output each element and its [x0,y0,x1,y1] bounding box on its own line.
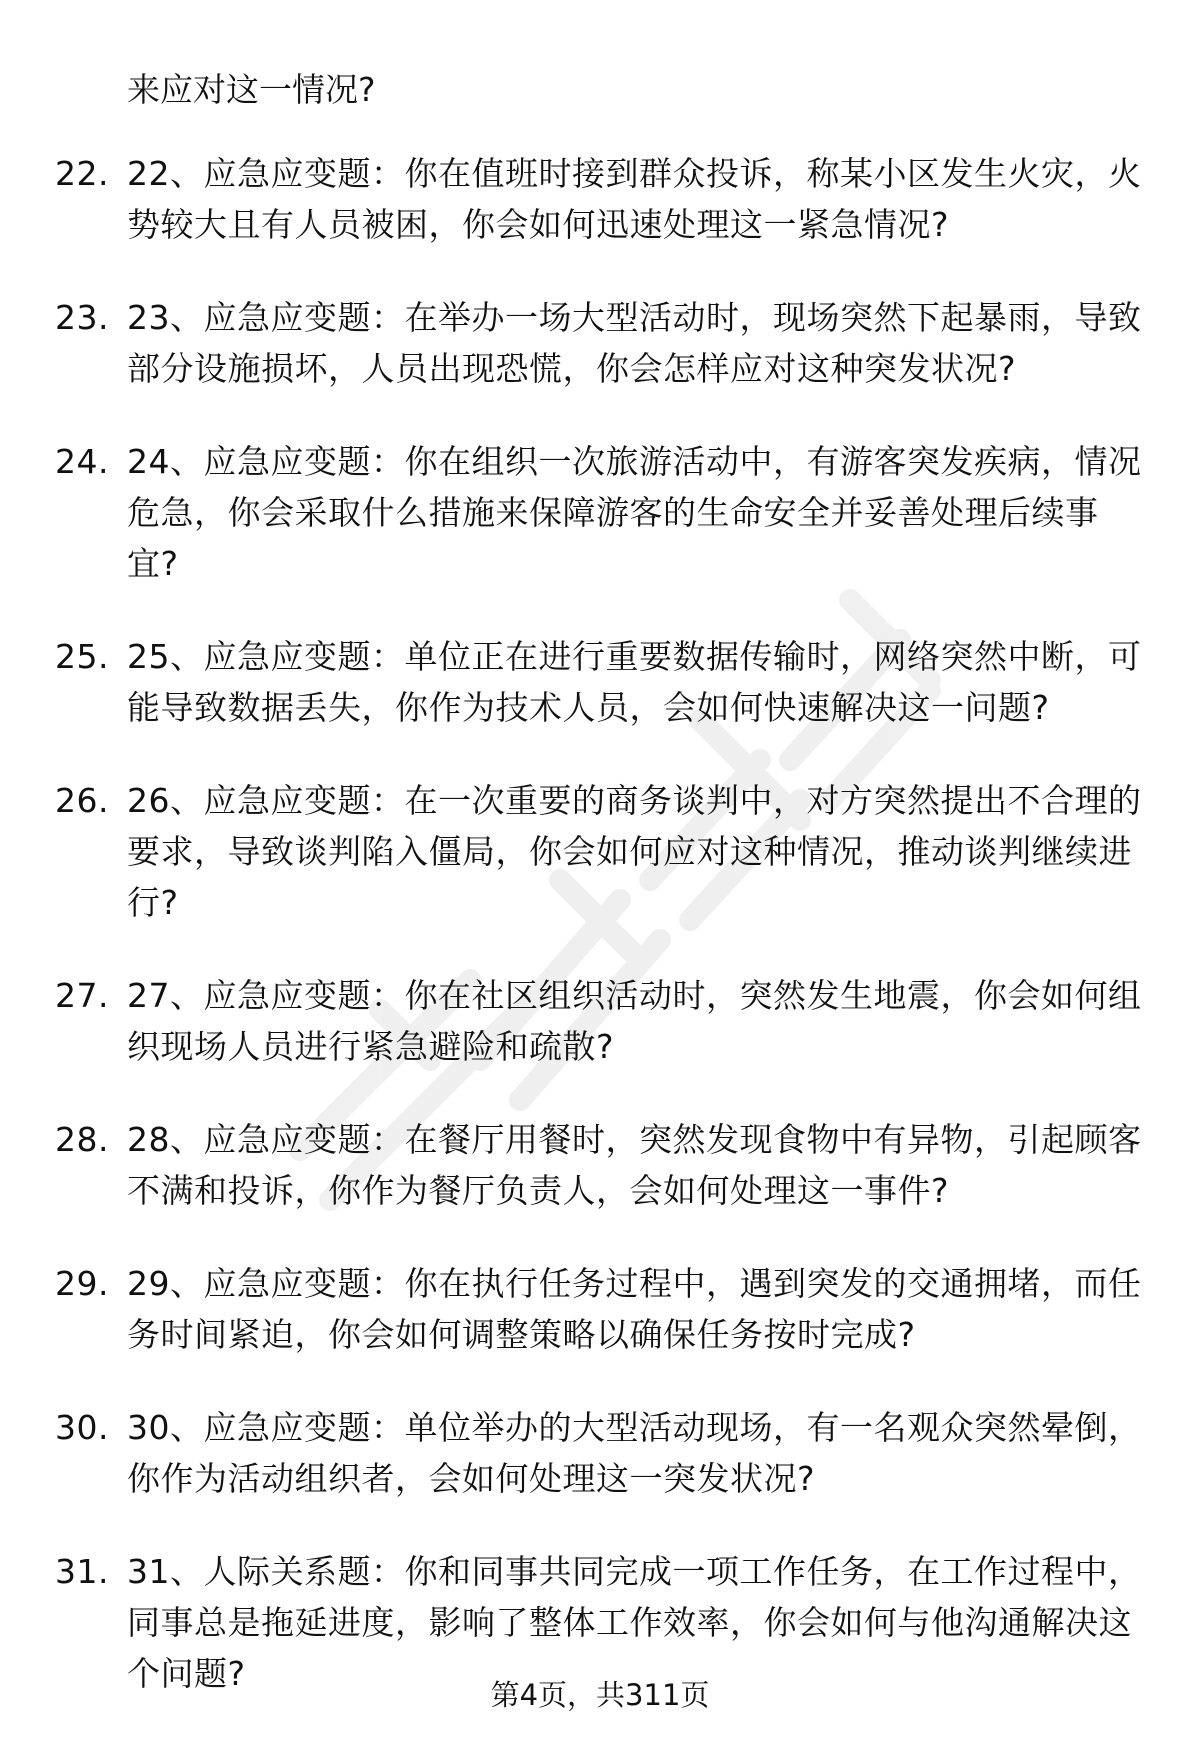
item-number: 29. [55,1264,109,1303]
item-number: 23. [55,298,109,337]
question-text: 26、应急应变题：在一次重要的商务谈判中，对方突然提出不合理的要求，导致谈判陷入僵局，你会如何应对这种情况，推动谈判继续进行? [127,781,1142,922]
question-text: 27、应急应变题：你在社区组织活动时，突然发生地震，你会如何组织现场人员进行紧急避险和疏散? [127,976,1142,1066]
item-number: 30. [55,1408,109,1447]
list-item [0,775,1200,928]
item-number: 28. [55,1120,109,1159]
question-list [0,148,1200,1741]
list-item [0,631,1200,733]
list-item [0,436,1200,589]
question-text: 30、应急应变题：单位举办的大型活动现场，有一名观众突然晕倒，你作为活动组织者，会如何处理这一突发状况? [127,1408,1142,1498]
page-footer: 第4页，共311页 [490,1678,710,1712]
question-text: 31、人际关系题：你和同事共同完成一项工作任务，在工作过程中，同事总是拖延进度，影响了整体工作效率，你会如何与他沟通解决这个问题? [127,1552,1142,1693]
item-number: 24. [55,442,109,481]
question-text: 29、应急应变题：你在执行任务过程中，遇到突发的交通拥堵，而任务时间紧迫，你会如何调整策略以确保任务按时完成? [127,1264,1142,1354]
continued-question-text: 来应对这一情况? [127,70,376,109]
question-text: 23、应急应变题：在举办一场大型活动时，现场突然下起暴雨，导致部分设施损坏，人员出现恐慌，你会怎样应对这种突发状况? [127,298,1142,388]
question-text: 22、应急应变题：你在值班时接到群众投诉，称某小区发生火灾，火势较大且有人员被困，你会如何迅速处理这一紧急情况? [127,154,1142,244]
list-item [0,1114,1200,1216]
item-number: 27. [55,976,109,1015]
question-text: 25、应急应变题：单位正在进行重要数据传输时，网络突然中断，可能导致数据丢失，你作为技术人员，会如何快速解决这一问题? [127,637,1142,727]
list-item [0,970,1200,1072]
list-item [0,148,1200,250]
question-text: 28、应急应变题：在餐厅用餐时，突然发现食物中有异物，引起顾客不满和投诉，你作为餐厅负责人，会如何处理这一事件? [127,1120,1142,1210]
item-number: 31. [55,1552,109,1591]
item-number: 22. [55,154,109,193]
question-text: 24、应急应变题：你在组织一次旅游活动中，有游客突发疾病，情况危急，你会采取什么措施来保障游客的生命安全并妥善处理后续事宜? [127,442,1142,583]
item-number: 25. [55,637,109,676]
list-item [0,1402,1200,1504]
list-item [0,1258,1200,1360]
list-item [0,292,1200,394]
item-number: 26. [55,781,109,820]
